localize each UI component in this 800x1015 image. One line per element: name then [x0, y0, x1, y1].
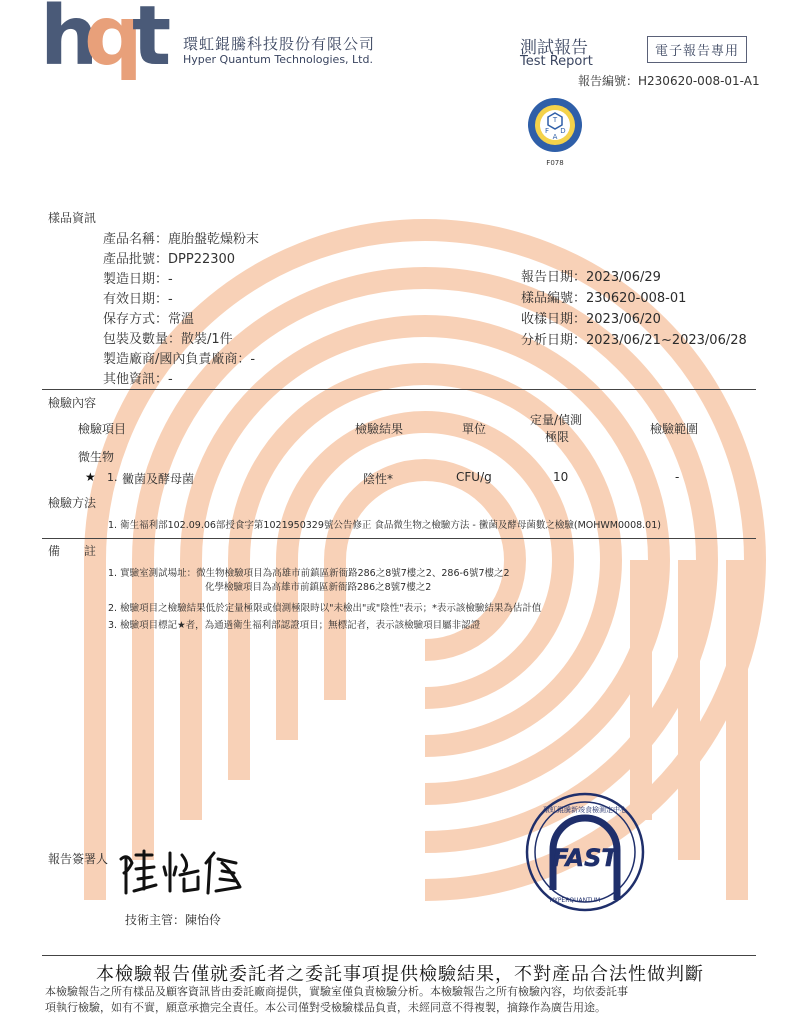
svg-text:q: q: [84, 0, 137, 80]
test-item-name: 黴菌及酵母菌: [122, 472, 195, 486]
col-header-range: 檢驗範圍: [650, 422, 699, 436]
accredited-star: ★: [85, 470, 96, 484]
divider-line: [42, 538, 756, 539]
sample-info-title: 樣品資訊: [48, 211, 97, 225]
divider-line: [42, 955, 756, 956]
test-limit: 10: [553, 470, 569, 484]
accreditation-letter: A: [552, 133, 558, 141]
test-range: -: [675, 470, 680, 484]
company-name-en: Hyper Quantum Technologies, Ltd.: [183, 53, 373, 66]
svg-text:h: h: [40, 0, 93, 80]
handwritten-signature: [118, 845, 248, 900]
col-header-unit: 單位: [462, 422, 487, 436]
method-item: 1. 衛生福利部102.09.06部授食字第1021950329號公告修正 食品微生物之檢驗方法 - 黴菌及酵母菌數之檢驗(MOHWM0008.01): [108, 520, 661, 531]
report-title-en: Test Report: [520, 54, 593, 69]
hqt-logo: [40, 0, 175, 80]
accreditation-code: F078: [546, 159, 564, 167]
report-number-value: H230620-008-01-A1: [638, 74, 760, 88]
category-microbes: 微生物: [78, 450, 115, 464]
technical-manager: 技術主管：陳怡伶: [125, 913, 222, 927]
sample-row-product-name: 產品名稱：鹿胎盤乾燥粉末: [103, 232, 260, 247]
footer-line-1: 本檢驗報告之所有樣品及顧客資訊皆由委託廠商提供，實驗室僅負責檢驗分析。本檢驗報告之所有檢驗內容，均依委託事: [45, 985, 628, 998]
note-item-3: 3. 檢驗項目標記★者，為通過衛生福利部認證項目；無標記者，表示該檢驗項目屬非認證: [108, 620, 481, 631]
methods-title: 檢驗方法: [48, 496, 97, 510]
fast-stamp-icon: [523, 790, 648, 915]
e-report-badge: 電子報告專用: [647, 36, 747, 63]
sample-row-other: 其他資訊：-: [103, 372, 173, 387]
accreditation-badge-icon: [525, 95, 585, 170]
test-result: 陰性*: [363, 472, 394, 486]
sample-row-manufacturer: 製造廠商/國內負責廠商：-: [103, 352, 256, 367]
test-content-title: 檢驗內容: [48, 396, 97, 410]
col-header-limit-2: 極限: [545, 430, 570, 444]
row-number: 1.: [107, 471, 118, 484]
note-item-1: 1. 實驗室測試場址：微生物檢驗項目為高雄市前鎮區新衙路286之8號7樓之2、286-6號7樓之2: [108, 568, 510, 579]
stamp-ring-bottom: HYPERQUANTUM: [549, 897, 601, 904]
divider-line: [42, 389, 756, 390]
note-item-2: 2. 檢驗項目之檢驗結果低於定量極限或偵測極限時以"未檢出"或"陰性"表示；*表示該檢驗結果為估計值: [108, 603, 542, 614]
receive-date: 收樣日期：2023/06/20: [521, 312, 661, 327]
stamp-ring-top: 環虹錕騰新竣食檢測定中心: [543, 806, 627, 814]
svg-text:t: t: [132, 0, 166, 80]
analysis-date: 分析日期：2023/06/21~2023/06/28: [521, 333, 747, 348]
sample-row-mfg-date: 製造日期：-: [103, 272, 173, 287]
company-name-cn: 環虹錕騰科技股份有限公司: [183, 35, 376, 53]
sample-number: 樣品編號：230620-008-01: [521, 291, 687, 306]
sample-row-storage: 保存方式：常溫: [103, 312, 195, 327]
accreditation-letter: D: [560, 127, 566, 135]
col-header-result: 檢驗結果: [355, 422, 404, 436]
signatory-label: 報告簽署人: [48, 852, 109, 866]
note-item-1b: 化學檢驗項目為高雄市前鎮區新衙路286之8號7樓之2: [205, 582, 432, 593]
footer-disclaimer: 本檢驗報告僅就委託者之委託事項提供檢驗結果，不對產品合法性做判斷: [96, 964, 704, 985]
report-title-cn: 測試報告: [520, 38, 588, 58]
report-number: [578, 72, 760, 89]
test-unit: CFU/g: [456, 470, 492, 484]
report-number-label: 報告編號：: [578, 74, 639, 88]
col-header-item: 檢驗項目: [78, 422, 127, 436]
footer-line-2: 項執行檢驗，如有不實，願意承擔完全責任。本公司僅對受檢驗樣品負責，未經同意不得複製，摘錄作為廣告用途。: [45, 1001, 606, 1014]
sample-row-packaging: 包裝及數量：散裝/1件: [103, 332, 233, 347]
accreditation-letter: F: [544, 127, 550, 135]
report-date: 報告日期：2023/06/29: [521, 270, 661, 285]
accreditation-letter: T: [552, 116, 558, 124]
notes-title: 備 註: [48, 544, 97, 558]
stamp-fast-text: FAST: [552, 844, 618, 872]
sample-row-exp-date: 有效日期：-: [103, 292, 173, 307]
col-header-limit-1: 定量/偵測: [530, 413, 583, 427]
sample-row-batch: 產品批號：DPP22300: [103, 252, 236, 267]
